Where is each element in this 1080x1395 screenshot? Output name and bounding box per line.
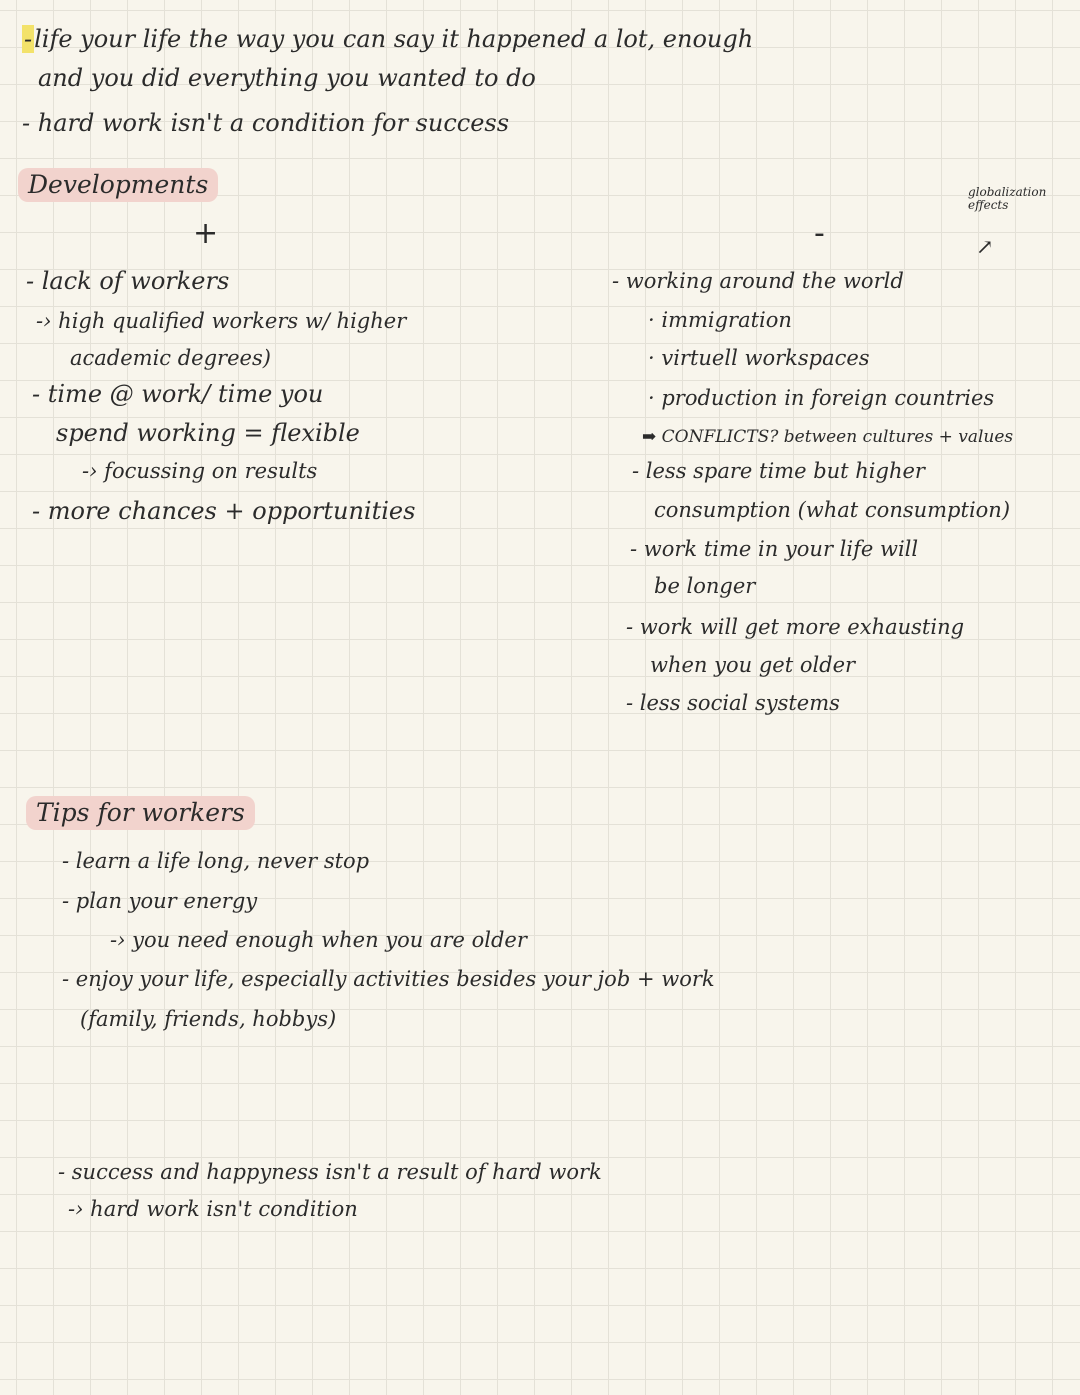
minus-item: when you get older [650, 653, 856, 677]
minus-sign: - [814, 216, 825, 251]
minus-item: - less spare time but higher [632, 459, 925, 483]
plus-item: - more chances + opportunities [32, 497, 416, 525]
minus-item: - working around the world [612, 269, 904, 293]
tip-item: -› you need enough when you are older [110, 928, 527, 952]
tip-item: (family, friends, hobbys) [80, 1007, 337, 1031]
minus-item: consumption (what consumption) [654, 498, 1011, 522]
minus-item: - less social systems [626, 691, 840, 715]
minus-item: - work time in your life will [630, 537, 919, 561]
note-arrow-icon: ↗ [976, 235, 994, 259]
tip-item: - learn a life long, never stop [62, 849, 370, 873]
globalization-note: globalization effects [968, 185, 1047, 212]
intro-line-2: and you did everything you wanted to do [38, 64, 536, 92]
minus-item: - work will get more exhausting [626, 615, 965, 639]
tip-item: - plan your energy [62, 889, 258, 913]
minus-item: · virtuell workspaces [648, 346, 870, 370]
plus-item: academic degrees) [70, 346, 271, 370]
plus-item: spend working = flexible [56, 419, 360, 447]
plus-item: - time @ work/ time you [32, 380, 324, 408]
intro-line-1-text: life your life the way you can say it happened a lot, enough [34, 25, 754, 53]
tip-item: - enjoy your life, especially activities besides your job + work [62, 967, 715, 991]
minus-item: be longer [654, 574, 756, 598]
minus-item: · immigration [648, 308, 792, 332]
minus-item: · production in foreign countries [648, 386, 995, 410]
plus-item: -› high qualified workers w/ higher [36, 309, 407, 333]
tips-heading: Tips for workers [26, 796, 255, 830]
minus-item: ➡ CONFLICTS? between cultures + values [642, 427, 1014, 447]
intro-highlight-bullet: - [24, 25, 33, 53]
conclusion-line-1: - success and happyness isn't a result of hard work [58, 1160, 602, 1184]
conclusion-line-2: -› hard work isn't condition [68, 1197, 358, 1221]
developments-heading: Developments [18, 168, 218, 202]
plus-item: - lack of workers [26, 267, 230, 295]
intro-line-1 [22, 24, 753, 54]
intro-line-3: - hard work isn't a condition for success [22, 109, 510, 137]
plus-item: -› focussing on results [82, 459, 318, 483]
plus-sign: + [193, 216, 219, 251]
